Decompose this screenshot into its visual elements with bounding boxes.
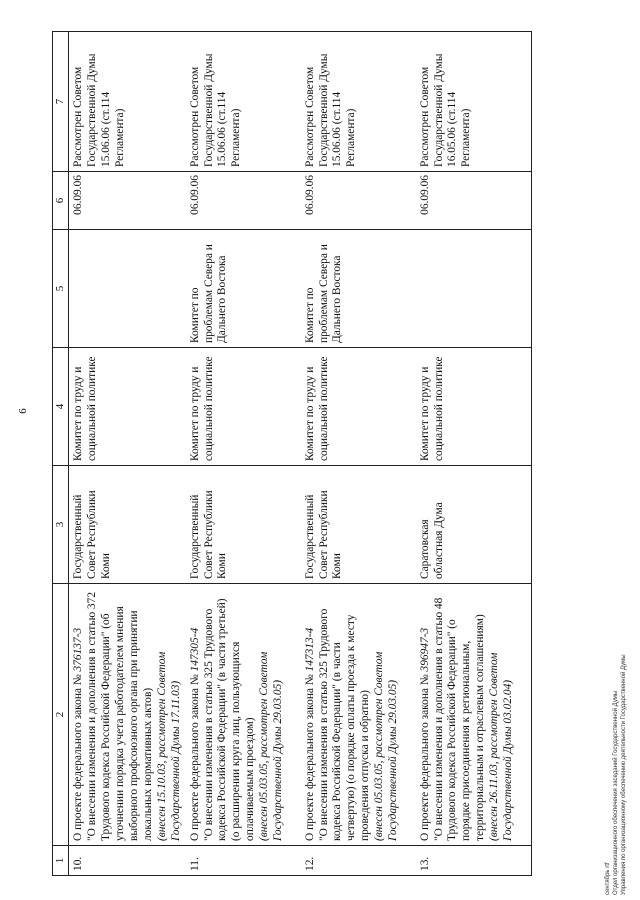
bill-note: (внесен 26.11.03, рассмотрен Советом Государственной Думы 03.02.04) [488,652,515,841]
column-number: 7 [53,32,69,172]
column-number: 1 [53,846,69,876]
bill-description [416,584,532,846]
bill-number: 396947-3 [418,627,431,672]
co-committee: Комитет по проблемам Севера и Дальнего Востока [301,230,416,348]
column-number: 6 [53,172,69,230]
date: 06.09.06 [186,172,301,230]
responsible-committee: Комитет по труду и социальной политике [416,348,532,466]
bill-number: 147305-4 [188,627,201,672]
bill-title: "О внесении изменения в статью 325 Трудового кодекса Российской Федерации" (в части третьей) (о расширении круга лиц, пользующихся оплачиваемым проездом) [202,598,257,841]
column-number: 5 [53,230,69,348]
document-footer [605,565,637,895]
bill-description [69,584,186,846]
footer-department: Отдел организационного обеспечения заседаний Государственной Думы [612,690,619,895]
co-committee: Комитет по проблемам Севера и Дальнего Востока [186,230,301,348]
date: 06.09.06 [301,172,416,230]
responsible-committee: Комитет по труду и социальной политике [186,348,301,466]
status: Рассмотрен Советом Государственной Думы 15.06.06 (ст.114 Регламента) [186,32,301,172]
bill-note: (внесен 05.03.05, рассмотрен Советом Государственной Думы 29.03.05) [258,651,285,841]
bill-number: 147313-4 [303,627,316,672]
column-number-row [53,32,69,876]
footer-directorate: Управления по организационному обеспечению деятельности Государственной Думы [620,654,627,895]
rotated-table-container [52,32,612,876]
bill-note: (внесен 05.03.05, рассмотрен Советом Государственной Думы 29.03.05) [373,651,400,841]
bill-description [301,584,416,846]
co-committee [69,230,186,348]
date: 06.09.06 [69,172,186,230]
footer-filename: сентябрь rtf [605,862,611,895]
row-number: 10. [69,846,186,876]
responsible-committee: Комитет по труду и социальной политике [69,348,186,466]
co-committee [416,230,532,348]
bill-note: (внесен 15.10.03, рассмотрен Советом Государственной Думы 17.11.03) [155,651,182,841]
responsible-committee: Комитет по труду и социальной политике [301,348,416,466]
bill-title-prefix: О проекте федерального закона № [72,671,85,841]
row-number: 11. [186,846,301,876]
table-row [186,32,301,876]
table-row [69,32,186,876]
row-number: 13. [416,846,532,876]
status: Рассмотрен Советом Государственной Думы 16.05.06 (ст.114 Регламента) [416,32,532,172]
date: 06.09.06 [416,172,532,230]
bill-title: "О внесении изменения в статью 325 Трудового кодекса Российской Федерации" (в части четвертую) (о порядке оплаты проезда к месту проведения отпуска и обратно) [317,608,372,841]
bill-description [186,584,301,846]
table-row [301,32,416,876]
bill-number: 376137-3 [72,627,85,672]
bill-title: "О внесении изменения и дополнения в статью 48 Трудового кодекса Российской Федерации" (о порядке присоединения к региональным, территориальным и отраслевым соглашениям) [432,597,487,841]
initiator: Государственный Совет Республики Коми [301,466,416,584]
initiator: Саратовская областная Дума [416,466,532,584]
bill-title: "О внесении изменения и дополнения в статью 372 Трудового кодекса Российской Федерации" (об уточнении порядка учета работодателем мнения выборного профсоюзного органа при принятии локальных нормативных актов) [86,591,154,841]
status: Рассмотрен Советом Государственной Думы 15.06.06 (ст.114 Регламента) [69,32,186,172]
row-number: 12. [301,846,416,876]
status: Рассмотрен Советом Государственной Думы 15.06.06 (ст.114 Регламента) [301,32,416,172]
agenda-table [52,31,532,876]
column-number: 3 [53,466,69,584]
page-number: 6 [16,408,29,414]
bill-title-prefix: О проекте федерального закона № [303,671,316,841]
bill-title-prefix: О проекте федерального закона № [418,671,431,841]
table-row [416,32,532,876]
bill-title-prefix: О проекте федерального закона № [188,671,201,841]
initiator: Государственный Совет Республики Коми [69,466,186,584]
initiator: Государственный Совет Республики Коми [186,466,301,584]
column-number: 2 [53,584,69,846]
column-number: 4 [53,348,69,466]
